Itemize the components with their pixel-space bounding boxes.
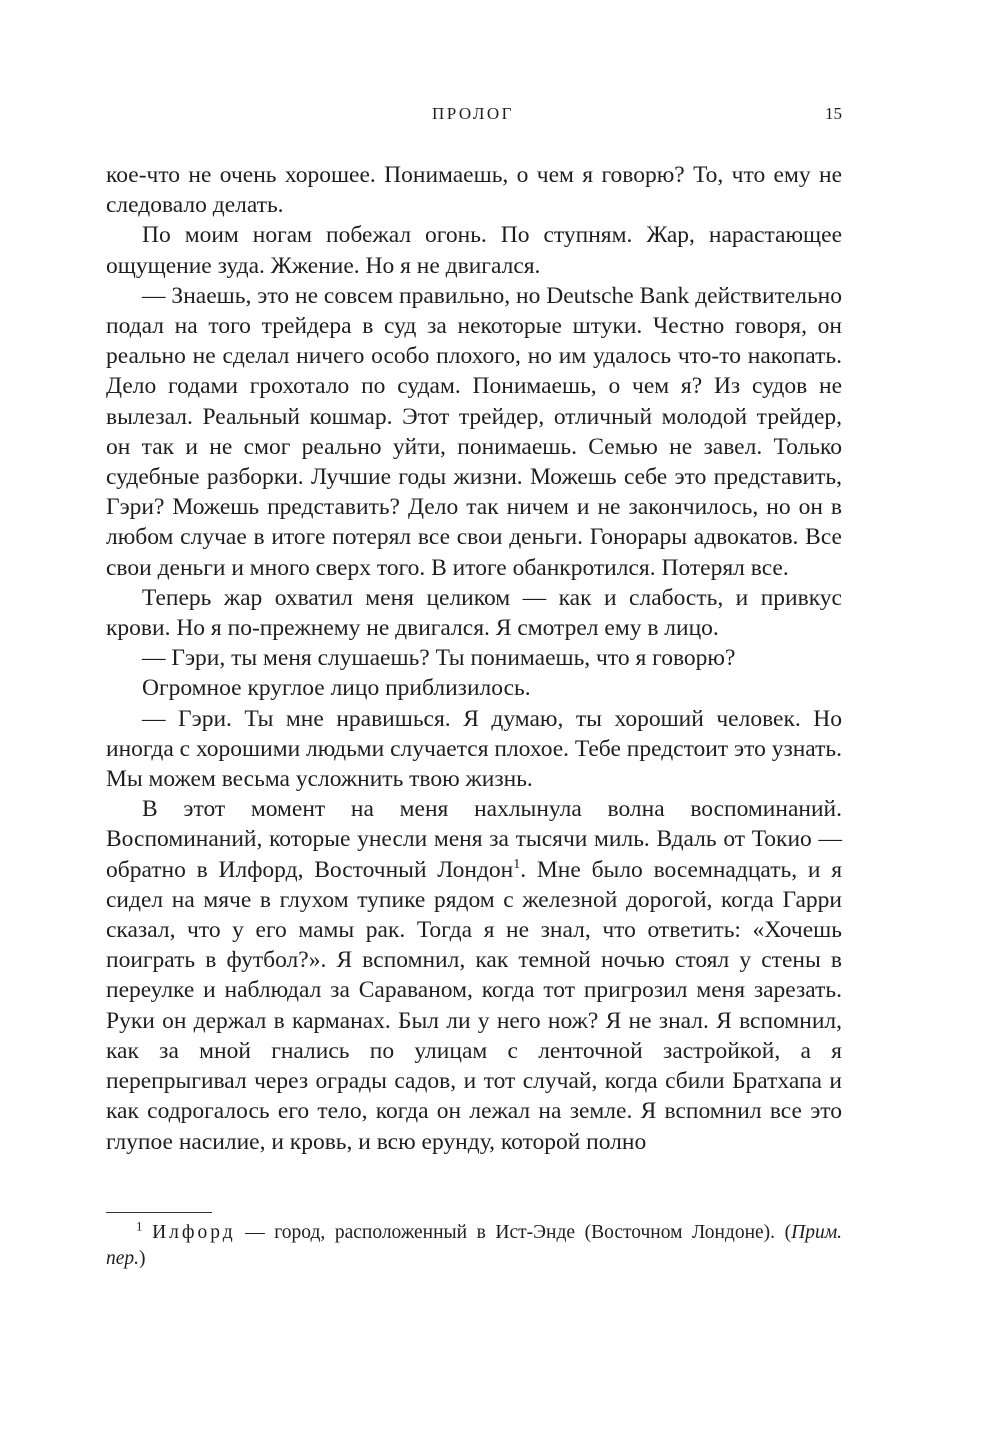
footnote-reference[interactable]: 1 (513, 856, 521, 872)
footnote-open-paren: ( (784, 1222, 792, 1243)
paragraph-8 (106, 794, 842, 1156)
paragraph-5: — Гэри, ты меня слушаешь? Ты понимаешь, что я говорю? (142, 645, 736, 672)
footnote (106, 1220, 842, 1272)
footnote-close-paren: ) (139, 1248, 146, 1269)
paragraph-1: кое-что не очень хорошее. Понимаешь, о чем я говорю? То, что ему не следовало делать. (106, 162, 842, 219)
paragraph-2: По моим ногам побежал огонь. По ступням. Жар, нарастающее ощущение зуда. Жжение. Но я не двигался. (106, 222, 842, 279)
footnote-text (106, 1220, 842, 1272)
paragraph-8-start: В этот момент на меня нахлынула волна воспоминаний. Воспоминаний, которые унесли меня за тысячи миль. Вдаль от Токио — обратно в Илфорд, Восточный Лондон (106, 796, 842, 883)
page-number: 15 (825, 104, 842, 123)
paragraph-6: Огромное круглое лицо приблизилось. (142, 675, 531, 702)
footnote-divider (106, 1212, 212, 1213)
chapter-title: ПРОЛОГ (431, 104, 514, 123)
running-header (0, 102, 1000, 126)
paragraph-7: — Гэри. Ты мне нравишься. Я думаю, ты хороший человек. Но иногда с хорошими людьми случается плохое. Тебе предстоит это узнать. Мы можем весьма усложнить твою жизнь. (106, 705, 842, 793)
paragraph-4: Теперь жар охватил меня целиком — как и слабость, и привкус крови. Но я по-прежнему не двигался. Я смотрел ему в лицо. (106, 584, 842, 642)
main-text (106, 160, 842, 1157)
paragraph-3: — Знаешь, это не совсем правильно, но Deutsche Bank действительно подал на того трейдера в суд за некоторые штуки. Честно говоря, он реально не сделал ничего особо плохого, но им удалось что-то накопать. Дело годами грохотало по судам. Понимаешь, о чем я? Из судов не вылезал. Реальный кошмар. Этот трейдер, отличный молодой трейдер, он так и не смог реально уйти, понимаешь. Семью не завел. Только судебные разборки. Лучшие годы жизни. Можешь себе это представить, Гэри? Можешь представить? Дело так ничем и не закончилось, но он в любом случае в итоге потерял все свои деньги. Гонорары адвокатов. Все свои деньги и много сверх того. В итоге обанкротился. Потерял все. (106, 282, 842, 581)
paragraph-8-end: . Мне было восемнадцать, и я сидел на мяче в глухом тупике рядом с железной дорогой, когда Гарри сказал, что у его мамы рак. Тогда я не знал, что ответить: «Хочешь поиграть в футбол?». Я вспомнил, как темной ночью стоял у стены в переулке и наблюдал за Сараваном, когда тот пригрозил меня зарезать. Руки он держал в карманах. Был ли у него нож? Я не знал. Я вспомнил, как за мной гнались по улицам с ленточной застройкой, а я перепрыгивал через ограды садов, и тот случай, когда сбили Братхапа и как содрогалось его тело, когда он лежал на земле. Я вспомнил все это глупое насилие, и кровь, и всю ерунду, которой полно (106, 856, 843, 1155)
footnote-body: — город, расположенный в Ист-Энде (Восточном Лондоне). (235, 1222, 785, 1243)
footnote-translator-note: Прим. пер. (106, 1222, 843, 1269)
footnote-number: 1 (136, 1218, 143, 1234)
footnote-term: Илфорд (152, 1222, 236, 1243)
